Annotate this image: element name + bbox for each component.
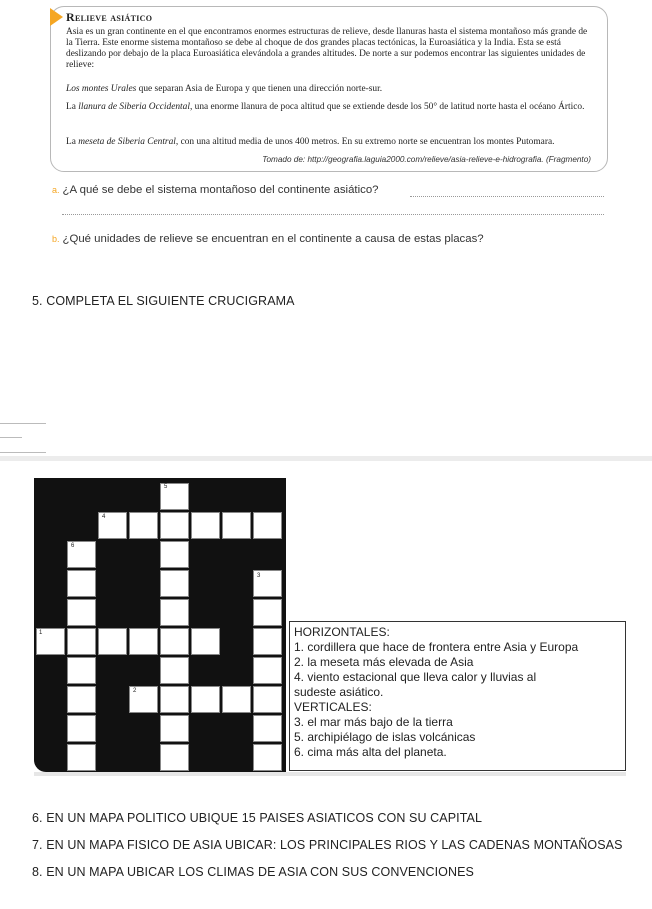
crossword-cell[interactable] (67, 657, 96, 684)
crossword-cell[interactable] (98, 628, 127, 655)
crossword-cell[interactable] (253, 715, 282, 742)
crossword-number: 3 (257, 573, 261, 579)
crossword-cell[interactable] (160, 686, 189, 713)
crossword-cell[interactable] (67, 744, 96, 771)
crossword-number: 4 (102, 514, 106, 520)
crossword-number: 1 (39, 630, 43, 636)
task-6: 6. EN UN MAPA POLITICO UBIQUE 15 PAISES ASIATICOS CON SU CAPITAL (32, 811, 483, 825)
task-7: 7. EN UN MAPA FISICO DE ASIA UBICAR: LOS PRINCIPALES RIOS Y LAS CADENAS MONTAÑOSAS (32, 838, 623, 852)
clue-h-4: 4. viento estacional que lleva calor y lluvias al (294, 670, 537, 684)
crossword-cell[interactable] (253, 657, 282, 684)
crossword-cell[interactable] (222, 686, 251, 713)
crossword-cell[interactable] (160, 570, 189, 597)
section-marker-icon (50, 8, 63, 26)
clue-h-4-cont: sudeste asiático. (294, 685, 384, 699)
crossword-cell[interactable] (67, 628, 96, 655)
clue-v-5: 5. archipiélago de islas volcánicas (294, 730, 476, 744)
clue-v-6: 6. cima más alta del planeta. (294, 745, 447, 759)
crossword-cell[interactable] (253, 512, 282, 539)
crossword-cell[interactable] (129, 512, 158, 539)
crossword-cell[interactable] (160, 599, 189, 626)
question-b: b. ¿Qué unidades de relieve se encuentran en el continente a causa de estas placas? (52, 233, 484, 245)
answer-line-a2[interactable] (62, 214, 604, 215)
crossword-cell[interactable] (129, 628, 158, 655)
crossword-cell[interactable] (67, 599, 96, 626)
crossword-cell[interactable] (191, 512, 220, 539)
margin-line (0, 423, 46, 424)
crossword-cell[interactable] (67, 570, 96, 597)
reading-paragraph-2: Los montes Urales que separan Asia de Europa y que tienen una dirección norte-sur. (66, 84, 383, 94)
section-5-title: 5. COMPLETA EL SIGUIENTE CRUCIGRAMA (32, 294, 295, 308)
reading-title: Relieve asiático (66, 10, 153, 24)
crossword-grid (34, 478, 286, 772)
reading-source: Tomado de: http://geografia.laguia2000.com/relieve/asia-relieve-e-hidrografia. (Fragmento) (262, 155, 591, 164)
page-divider (0, 456, 652, 461)
clues-horizontal-title: HORIZONTALES: (294, 625, 390, 639)
reading-paragraph-1: Asia es un gran continente en el que encontramos enormes estructuras de relieve, desde llanuras hasta el sistema montañoso más grande de la Tierra. Este enorme sistema montañoso se debe al choque de dos grandes placas tectónicas, la Euroasiática y la India. Esta se está deslizando por debajo de la placa Euroasiática elevándola a grandes altitudes. De norte a sur podemos encontrar las siguientes unidades de relieve: (66, 27, 588, 70)
crossword-cell[interactable] (191, 686, 220, 713)
grid-shadow (34, 772, 626, 776)
clue-h-2: 2. la meseta más elevada de Asia (294, 655, 474, 669)
crossword-cell[interactable] (160, 541, 189, 568)
reading-paragraph-4: La meseta de Siberia Central, con una altitud media de unos 400 metros. En su extremo norte se encuentran los montes Putomara. (66, 137, 555, 147)
crossword-cell[interactable] (253, 686, 282, 713)
crossword-clues (289, 621, 626, 771)
reading-paragraph-3: La llanura de Siberia Occidental, una enorme llanura de poca altitud que se extiende desde los 50° de latitud norte hasta el océano Ártico. (66, 102, 585, 112)
crossword-number: 6 (71, 543, 75, 549)
crossword-cell[interactable] (253, 744, 282, 771)
clues-vertical-title: VERTICALES: (294, 700, 372, 714)
crossword-cell[interactable] (222, 512, 251, 539)
question-a: a. ¿A qué se debe el sistema montañoso del continente asiático? (52, 184, 379, 196)
task-8: 8. EN UN MAPA UBICAR LOS CLIMAS DE ASIA CON SUS CONVENCIONES (32, 865, 474, 879)
crossword-number: 2 (133, 688, 137, 694)
margin-line (0, 437, 22, 438)
crossword-cell[interactable] (67, 686, 96, 713)
crossword-cell[interactable] (160, 744, 189, 771)
crossword-cell[interactable] (160, 512, 189, 539)
crossword-cell[interactable] (253, 599, 282, 626)
answer-line-a[interactable] (410, 196, 604, 197)
crossword-cell[interactable] (191, 628, 220, 655)
margin-line (0, 452, 46, 453)
crossword-number: 5 (164, 484, 168, 490)
crossword-cell[interactable] (67, 715, 96, 742)
crossword-cell[interactable] (160, 657, 189, 684)
crossword-cell[interactable] (160, 715, 189, 742)
crossword-cell[interactable] (160, 628, 189, 655)
clue-v-3: 3. el mar más bajo de la tierra (294, 715, 453, 729)
crossword-cell[interactable] (253, 628, 282, 655)
clue-h-1: 1. cordillera que hace de frontera entre Asia y Europa (294, 640, 579, 654)
